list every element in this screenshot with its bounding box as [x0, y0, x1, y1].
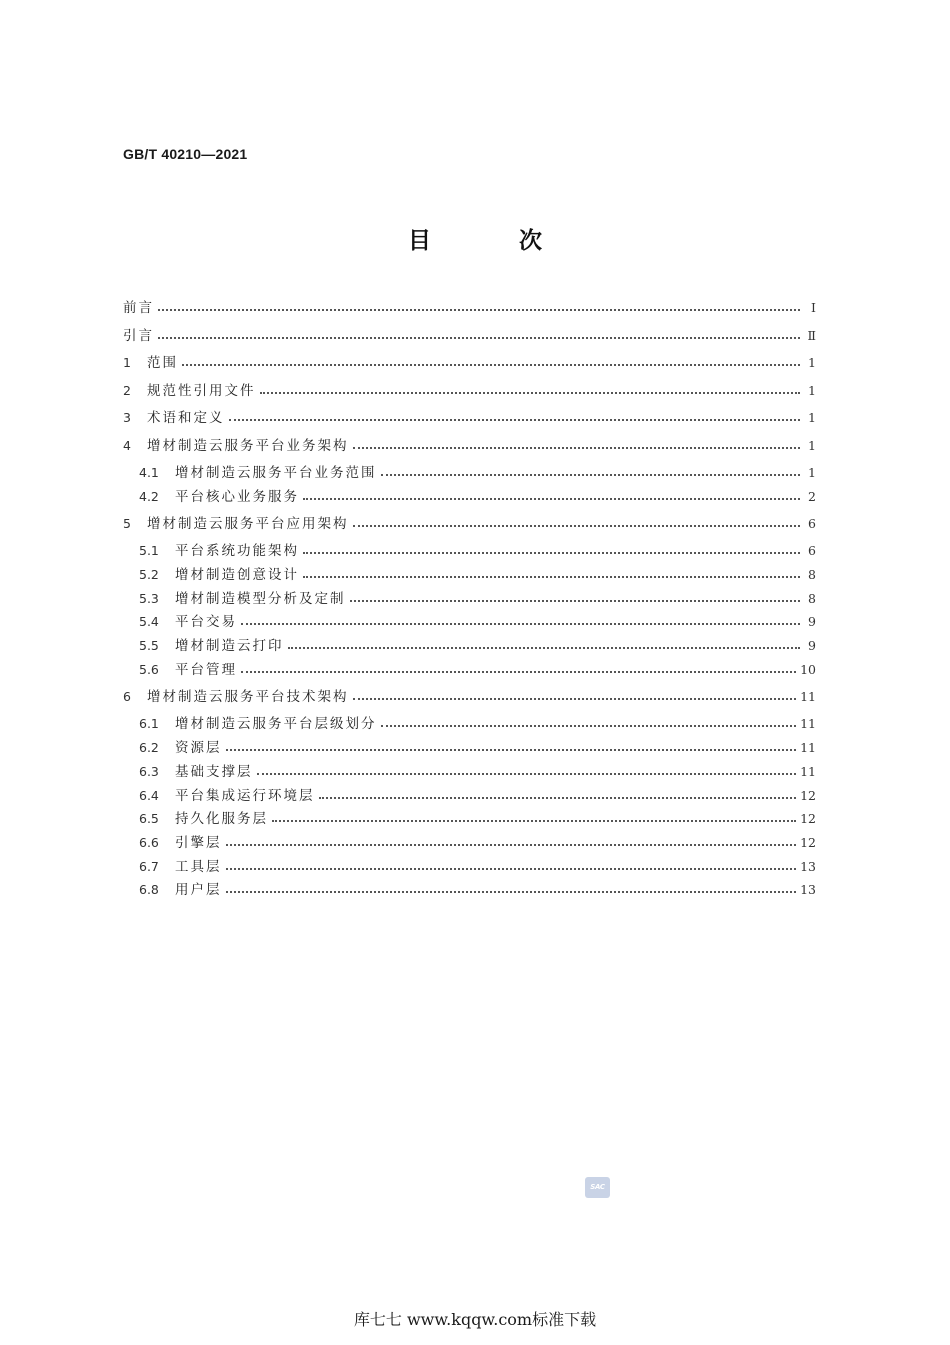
- toc-dot-leader: [226, 833, 797, 853]
- toc-entry-number: 6.7: [139, 859, 159, 874]
- toc-entry-number: 6: [123, 689, 131, 704]
- toc-entry-label: 平台系统功能架构: [175, 543, 299, 559]
- toc-entry-page: 12: [800, 811, 816, 826]
- toc-entry[interactable]: [123, 762, 816, 782]
- toc-entry-page: 11: [800, 764, 816, 779]
- toc-entry-page: 12: [800, 835, 816, 850]
- toc-entry-page: 1: [808, 438, 816, 453]
- toc-entry-label: 引擎层: [175, 835, 222, 851]
- toc-dot-leader: [353, 436, 801, 456]
- toc-entry[interactable]: [123, 326, 816, 346]
- toc-entry-number: 6.3: [139, 764, 159, 779]
- toc-entry-label: 增材制造云服务平台层级划分: [175, 716, 377, 732]
- toc-entry-number: 3: [123, 410, 131, 425]
- toc-dot-leader: [303, 565, 800, 585]
- toc-entry[interactable]: [123, 298, 816, 318]
- toc-entry-number: 6.4: [139, 788, 159, 803]
- toc-dot-leader: [288, 636, 801, 656]
- toc-entry-number: 1: [123, 355, 131, 370]
- toc-entry-page: 1: [808, 383, 816, 398]
- toc-entry[interactable]: [123, 463, 816, 483]
- toc-entry-page: 6: [808, 516, 816, 531]
- toc-dot-leader: [226, 857, 797, 877]
- toc-entry-number: 5.1: [139, 543, 159, 558]
- standard-code: GB/T 40210—2021: [123, 146, 248, 162]
- toc-dot-leader: [319, 786, 797, 806]
- toc-dot-leader: [226, 738, 797, 758]
- toc-entry-label: 增材制造模型分析及定制: [175, 591, 346, 607]
- toc-entry-page: 9: [808, 614, 816, 629]
- toc-entry[interactable]: [123, 636, 816, 656]
- toc-entry-label: 用户层: [175, 882, 222, 898]
- toc-entry-label: 增材制造云服务平台业务架构: [147, 438, 349, 454]
- toc-dot-leader: [226, 880, 797, 900]
- toc-entry[interactable]: [123, 809, 816, 829]
- toc-entry-number: 6.5: [139, 811, 159, 826]
- toc-dot-leader: [241, 660, 796, 680]
- toc-dot-leader: [381, 463, 801, 483]
- toc-entry-label: 增材制造创意设计: [175, 567, 299, 583]
- toc-entry-number: 5.3: [139, 591, 159, 606]
- toc-entry-page: 11: [800, 716, 816, 731]
- toc-entry-number: 6.8: [139, 882, 159, 897]
- toc-entry[interactable]: [123, 612, 816, 632]
- sac-logo-icon: SAC: [585, 1177, 610, 1198]
- toc-dot-leader: [350, 589, 801, 609]
- toc-entry-number: 4.2: [139, 489, 159, 504]
- toc-entry-page: 8: [808, 591, 816, 606]
- toc-entry-page: 1: [808, 410, 816, 425]
- toc-entry-label: 增材制造云服务平台技术架构: [147, 689, 349, 705]
- toc-entry-page: 13: [800, 882, 816, 897]
- toc-entry-number: 4.1: [139, 465, 159, 480]
- toc-entry[interactable]: [123, 880, 816, 900]
- toc-entry[interactable]: [123, 738, 816, 758]
- toc-entry-page: Ⅱ: [807, 328, 816, 343]
- toc-dot-leader: [353, 687, 797, 707]
- toc-entry-label: 规范性引用文件: [147, 383, 256, 399]
- toc-entry-page: Ⅰ: [811, 300, 816, 315]
- toc-dot-leader: [182, 353, 800, 373]
- toc-dot-leader: [353, 514, 801, 534]
- toc-dot-leader: [158, 298, 800, 318]
- toc-dot-leader: [257, 762, 797, 782]
- toc-entry-label: 资源层: [175, 740, 222, 756]
- toc-entry-page: 11: [800, 689, 816, 704]
- toc-entry-label: 范围: [147, 355, 178, 371]
- toc-entry-page: 6: [808, 543, 816, 558]
- toc-entry-label: 增材制造云服务平台业务范围: [175, 465, 377, 481]
- toc-entry[interactable]: [123, 589, 816, 609]
- toc-entry-number: 5.5: [139, 638, 159, 653]
- toc-entry[interactable]: [123, 487, 816, 507]
- toc-entry-number: 5.4: [139, 614, 159, 629]
- toc-entry-label: 平台交易: [175, 614, 237, 630]
- toc-entry-page: 2: [808, 489, 816, 504]
- page-title: 目 次: [407, 228, 582, 254]
- toc-dot-leader: [260, 381, 801, 401]
- toc-entry-label: 工具层: [175, 859, 222, 875]
- toc-entry-number: 6.6: [139, 835, 159, 850]
- toc-entry-label: 前言: [123, 300, 154, 316]
- toc-entry-label: 术语和定义: [147, 410, 225, 426]
- toc-dot-leader: [272, 809, 796, 829]
- toc-entry[interactable]: [123, 381, 816, 401]
- toc-entry-label: 持久化服务层: [175, 811, 268, 827]
- toc-entry[interactable]: [123, 565, 816, 585]
- toc-entry[interactable]: [123, 408, 816, 428]
- toc-entry-label: 引言: [123, 328, 154, 344]
- toc-entry-page: 10: [800, 662, 816, 677]
- toc-entry-page: 8: [808, 567, 816, 582]
- toc-entry[interactable]: [123, 353, 816, 373]
- toc-entry-label: 增材制造云服务平台应用架构: [147, 516, 349, 532]
- toc-dot-leader: [381, 714, 797, 734]
- toc-entry-page: 13: [800, 859, 816, 874]
- toc-entry-page: 11: [800, 740, 816, 755]
- toc-entry-page: 9: [808, 638, 816, 653]
- page-footer: 库七七 www.kqqw.com标准下载: [353, 1310, 597, 1329]
- toc-entry[interactable]: [123, 660, 816, 680]
- toc-entry[interactable]: [123, 514, 816, 534]
- toc-entry-label: 平台核心业务服务: [175, 489, 299, 505]
- toc-entry-number: 5: [123, 516, 131, 531]
- toc-entry[interactable]: [123, 833, 816, 853]
- toc-dot-leader: [303, 487, 800, 507]
- toc-entry[interactable]: [123, 541, 816, 561]
- toc-entry-number: 4: [123, 438, 131, 453]
- toc-entry-label: 增材制造云打印: [175, 638, 284, 654]
- toc-entry-number: 6.1: [139, 716, 159, 731]
- toc-entry-page: 12: [800, 788, 816, 803]
- toc-entry[interactable]: [123, 786, 816, 806]
- toc-entry[interactable]: [123, 714, 816, 734]
- toc-entry-number: 2: [123, 383, 131, 398]
- toc-dot-leader: [158, 326, 800, 346]
- toc-entry-number: 5.6: [139, 662, 159, 677]
- toc-dot-leader: [303, 541, 800, 561]
- toc-dot-leader: [229, 408, 801, 428]
- toc-entry[interactable]: [123, 687, 816, 707]
- toc-entry-label: 基础支撑层: [175, 764, 253, 780]
- toc-entry-label: 平台集成运行环境层: [175, 788, 315, 804]
- toc-entry[interactable]: [123, 436, 816, 456]
- toc-entry-page: 1: [808, 355, 816, 370]
- toc-entry-number: 5.2: [139, 567, 159, 582]
- toc-entry-page: 1: [808, 465, 816, 480]
- toc-entry-label: 平台管理: [175, 662, 237, 678]
- toc-dot-leader: [241, 612, 800, 632]
- toc-entry-number: 6.2: [139, 740, 159, 755]
- toc-entry[interactable]: [123, 857, 816, 877]
